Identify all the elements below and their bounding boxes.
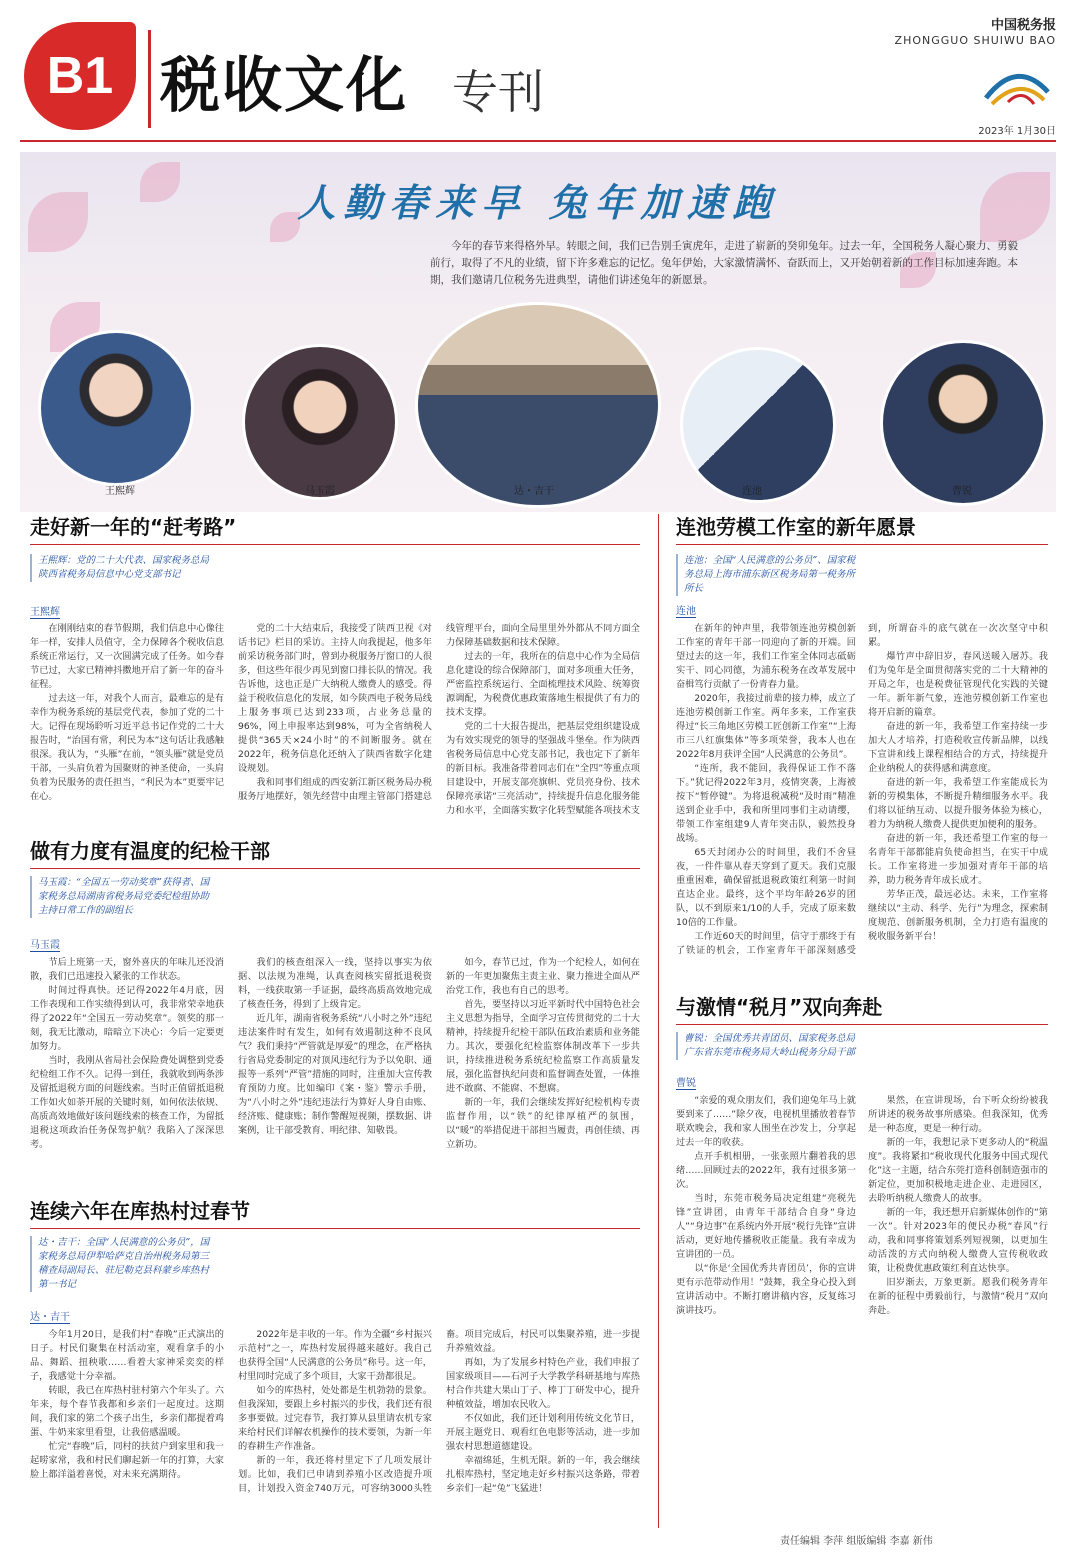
article-title-2: 做有力度有温度的纪检干部 (30, 839, 270, 863)
paragraph: “亲爱的观众朋友们，我们迎兔年马上就要到来了……”除夕夜，电视机里播放着春节联欢晚会，我和家人围坐在沙发上，分享起过去一年的收获。 (676, 1095, 856, 1148)
article-title-4: 连池劳模工作室的新年愿景 (676, 515, 916, 539)
section-subtitle: 专刊 (452, 65, 544, 119)
paragraph: 在新年的钟声里，我带领连池劳模创新工作室的青年干部一同迎向了新的开端。回望过去的这一年，我们工作室全体同志砥砺实干、同心同德，为浦东税务在改革发展中奋楫笃行贡献了一份青春力量。 (676, 623, 856, 690)
paragraph: “连所，我不能回，我得保证工作不落下。”犹记得2022年3月，疫情突袭，上海被按下“暂停键”。为将退税减税“及时雨”精准送到企业手中，我和所里同事们主动请缨，带领工作室组建9人青年突击队，毅然投身战场。 (676, 763, 856, 844)
article-bio-5: 曹锐：全国优秀共青团员、国家税务总局广东省东莞市税务局大岭山税务分局干部 (676, 1032, 856, 1060)
paragraph: 奋进的新一年，我希望工作室能成长为新的劳模集体，不断提升精细服务水平。我们将以征纳互动、以提升服务体验为核心，着力为纳税人缴费人提供更加便利的服务。 (868, 777, 1048, 830)
paragraph: 我和同事们组成的西安新江新区税务局办税服务厅地摆好，领先经营中由理主管部门搭建总线管理平台，面向全局里里外外都从不同方面全力保障基础数据和技术保障。 (238, 623, 640, 802)
paragraph: 果然，在宣讲现场，台下听众纷纷被我所讲述的税务故事所感染。但我深知，优秀是一种态度，更是一种行动。 (868, 1095, 1048, 1134)
masthead-rule (20, 140, 1056, 142)
paragraph: 再如，为了发展乡村特色产业，我们申报了国家级项目——石河子大学教学科研基地与库热村合作共建大果山丁子、棒丁丁研发中心，提升种植效益，增加农民收入。 (446, 1357, 640, 1410)
article-bio-1: 王熙辉：党的二十大代表、国家税务总局陕西省税务局信息中心党支部书记 (30, 554, 218, 582)
paragraph: 2020年，我接过前辈的接力棒，成立了连池劳模创新工作室。两年多来，工作室获得过“长三角地区劳模工匠创新工作室”“上海市三八红旗集体”等多项荣誉，我本人也在2022年8月获评全国“人民满意的公务员”。 (676, 693, 856, 760)
portrait-photo-4 (680, 347, 836, 503)
portrait-photo-1 (38, 330, 194, 486)
paragraph: 工作近60天的时间里，信守于那终于有了铁证的机会，工作室青年干部深刻感受到，所谓奋斗的底气就在一次次坚守中积累。 (676, 623, 1048, 956)
paragraph: 今年1月20日，是我们村“春晚”正式演出的日子。村民们聚集在村活动室，观看拿手的小品、舞蹈、扭秧歌……看着大家神采奕奕的样子，我感觉十分幸福。 (30, 1329, 224, 1382)
section-title: 税收文化 (160, 51, 408, 121)
paragraph: 在刚刚结束的春节假期，我们信息中心像往年一样，安排人员值守，全力保障各个税收信息系统正常运行，又一次圆满完成了任务。如今春节已过，大家已精神抖擞地开启了新一年的奋斗征程。 (30, 623, 224, 690)
article-rule-4 (676, 544, 1048, 545)
newspaper-name: 中国税务报 (990, 18, 1056, 33)
tax-logo-icon (982, 62, 1052, 108)
caption-4: 连池 (742, 486, 762, 497)
feature-banner (20, 152, 1056, 512)
paragraph: 奋进的新一年，我希望工作室持续一步加大人才培养，打造税收宣传新品牌，以线下宣讲和线上课程相结合的方式，持续提升企业纳税人的获得感和满意度。 (868, 721, 1048, 774)
paragraph: 党的二十大报告提出，把基层党组织建设成为有效实现党的领导的坚强战斗堡垒。作为陕西省税务局信息中心党支部书记，我也定下了新年的新目标。我准备带着同志们在“全四”等重点项目建设中，开展支部亮旗帜、党员亮身份、技术保障亮承诺“三亮活动”，持续提升信息化服务能力和水平，全面落实数字化转型赋能各项技术支 (446, 721, 640, 816)
article-body-5 (676, 1094, 1048, 1526)
paragraph: 新的一年，我还将村里定下了几项发展计划。比如，我们已申请到养殖小区改造提升项目，计划投入资金740万元，可容纳3000头牲畜。项目完成后，村民可以集聚养殖，进一步提升养殖效益。 (238, 1329, 640, 1494)
paragraph: 我们的核查组深入一线，坚持以事实为依据、以法规为准绳，认真查阅核实留抵退税资料，一线获取第一手证据，最终高质高效地完成了核查任务，得到了上级肯定。 (238, 957, 432, 1010)
article-rule-3 (30, 1228, 640, 1229)
paragraph: 爆竹声中辞旧岁，春风送暖入屠苏。我们为兔年是全面贯彻落实党的二十大精神的开局之年，也是税费征管现代化实践的关键一年。新年新气象，连池劳模创新工作室也将开启新的篇章。 (868, 651, 1048, 718)
paragraph: 过去的一年，我所在的信息中心作为全局信息化建设的综合保障部门，面对多项重大任务，严密监控系统运行、全面梳理技术风险、统筹资源调配，为税费优惠政策落地生根提供了有力的技术支撑。 (446, 651, 640, 718)
masthead-divider (148, 30, 151, 128)
article-bio-2: 马玉霞：“全国五一劳动奖章”获得者、国家税务总局湖南省税务局党委纪检组协助主持日常工作的副组长 (30, 876, 218, 918)
paragraph: 党的二十大结束后，我接受了陕西卫视《对话书记》栏目的采访。主持人向我提起，他多年前采访税务部门时，曾到办税服务厅窗口的人很多，但这些年很少再见到窗口排长队的情况。我告诉他，这也正是广大纳税人缴费人的感受。得益于税收信息化的发展，如今陕西电子税务局线上服务事项已达到233项，占业务总量的96%，网上申报率达到98%，可为全省纳税人提供“365天×24小时”的不间断服务。就在2022年，税务信息化还纳入了陕西省数字化建设规划。 (238, 623, 432, 774)
paragraph: 如今的库热村，处处都是生机勃勃的景象。但我深知，要跟上乡村振兴的步伐，我们还有很多事要做。过完春节，我打算从县里请农机专家来给村民们详解农机操作的技术要领，为新一年的春耕生产作准备。 (238, 1385, 432, 1452)
article-bio-3: 达・吉干：全国“人民满意的公务员”，国家税务总局伊犁哈萨克自治州税务局第三稽查局副局长、驻尼勒克县科蒙乡库热村第一书记 (30, 1236, 218, 1292)
paragraph: 幸福绵延，生机无限。新的一年，我会继续扎根库热村，坚定地走好乡村振兴这条路，带着乡亲们一起“兔”飞猛进！ (446, 1455, 640, 1494)
page-number-badge: B1 (24, 22, 136, 130)
article-rule-2 (30, 868, 640, 869)
banner-intro: 今年的春节来得格外早。转眼之间，我们已告别壬寅虎年，走进了崭新的癸卯兔年。过去一年，全国税务人凝心聚力、勇毅前行，取得了不凡的业绩，留下许多难忘的记忆。兔年伊始，大家激情满怀、奋跃而上，又开始朝着新的工作目标加速奔跑。本期，我们邀请几位税务先进典型，请他们讲述兔年的新愿景。 (430, 240, 1018, 286)
article-author-5: 曹锐 (676, 1074, 696, 1090)
editor-credits: 责任编辑 李萍 组版编辑 李嘉 新伟 (780, 1536, 933, 1547)
newspaper-name-en: ZHONGGUO SHUIWU BAO (894, 34, 1056, 47)
caption-5: 曹锐 (952, 486, 972, 497)
paragraph: 过去这一年，对我个人而言，最难忘的是有幸作为税务系统的基层党代表，参加了党的二十大。记得在现场聆听习近平总书记作党的二十大报告时，“治国有常，利民为本”这句话让我感触很深。我认为，“头雁”在前，“领头雁”就是党员干部，一头肩负着为国聚财的神圣使命，一头肩负着为民服务的责任担当，“利民为本”更要牢记在心。 (30, 693, 224, 802)
paragraph: 忙完“春晚”后，同村的扶贫户到家里和我一起唠家常，我和村民们聊起新一年的打算，大家脸上都洋溢着喜悦，对未来充满期待。 (30, 1441, 224, 1480)
paragraph: 芳华正茂，最远必达。未来，工作室将继续以“主动、科学、先行”为理念，探索制度规范、创新服务机制，全力打造有温度的税收服务新平台！ (868, 889, 1048, 942)
caption-3: 达・吉干 (514, 486, 554, 497)
paragraph: 新的一年，我想记录下更多动人的“税温度”。我将紧扣“税收现代化服务中国式现代化”这一主题，结合东莞打造科创制造强市的新定位，更加积极地走进企业、走进园区，去聆听纳税人缴费人的故事。 (868, 1137, 1048, 1204)
caption-2: 马玉霞 (305, 486, 335, 497)
article-rule-1 (30, 544, 640, 545)
paragraph: 以“你是‘全国优秀共青团员’，你的宣讲更有示范带动作用！”鼓舞，我全身心投入到宣讲活动中。不断打磨讲稿内容，反复练习演讲技巧。 (676, 1263, 856, 1316)
article-author-3: 达・吉干 (30, 1308, 70, 1324)
paragraph: 2022年是丰收的一年。作为全疆“乡村振兴示范村”之一，库热村发展得越来越好。我自己也获得全国“人民满意的公务员”称号。这一年，村里同时完成了多个项目，大家干劲都很足。 (238, 1329, 432, 1382)
article-body-4 (676, 622, 1048, 990)
paragraph: 近几年，湖南省税务系统“八小时之外”违纪违法案件时有发生，如何有效遏制这种不良风气？我们秉持“严管就是厚爱”的理念，在严格执行省局党委制定的对顶风违纪行为予以免职、通报等一系列“严管”措施的同时，注重加大宣传教育预防力度。比如编印《案・鉴》警示手册，为“八小时之外”违纪违法行为算好人身自由账、经济账、健康账；制作警醒短视频，摆数据、讲案例，让干部受教育、明纪律、知敬畏。 (238, 1013, 432, 1136)
paragraph: 点开手机相册，一张张照片翻着我的思绪……回顾过去的2022年，我有过很多第一次。 (676, 1151, 856, 1190)
paragraph: 奋进的新一年，我还希望工作室的每一名青年干部都能肩负使命担当，在实干中成长。工作室将进一步加强对青年干部的培养，助力税务青年成长成才。 (868, 833, 1048, 886)
paragraph: 如今，春节已过，作为一个纪检人，如何在新的一年更加聚焦主责主业、聚力推进全面从严治党工作，我也有自己的思考。 (446, 957, 640, 996)
paragraph: 旧岁渐去，万象更新。愿我们税务青年在新的征程中勇毅前行，与激情“税月”双向奔赴。 (868, 1277, 1048, 1316)
paragraph: 65天封闭办公的时间里，我们不舍昼夜，一件件靠从春天穿到了夏天。我们克服重重困难，确保留抵退税政策红利第一时间直达企业。最终，这个平均年龄26岁的团队，以不到原来1/10的人手，完成了原来数10倍的工作量。 (676, 847, 856, 928)
article-body-1 (30, 622, 640, 830)
banner-title: 人勤春来早 兔年加速跑 (297, 180, 779, 225)
paragraph: 当时，我刚从省局社会保险费处调整到党委纪检组工作不久。记得一到任，我就收到两条涉及留抵退税方面的问题线索。当时正值留抵退税工作如火如荼开展的关键时刻，如何依法依规、高质高效地做好该问题线索的核查工作，为留抵退税这项政治任务保驾护航？我陷入了深深思考。 (30, 1055, 224, 1150)
issue-date: 2023年 1月30日 (978, 126, 1056, 137)
paragraph: 不仅如此，我们还计划利用传统文化节日，开展主题党日、观看红色电影等活动，进一步加强农村思想道德建设。 (446, 1413, 640, 1452)
article-rule-5 (676, 1024, 1048, 1025)
portrait-photo-3 (415, 302, 661, 508)
article-author-1: 王熙辉 (30, 603, 60, 619)
article-body-2 (30, 956, 640, 1172)
paragraph: 转眼，我已在库热村驻村第六个年头了。六年来，每个春节我都和乡亲们一起度过。这期间，我们家的第二个孩子出生，乡亲们都提着鸡蛋、牛奶来家里看望，让我倍感温暖。 (30, 1385, 224, 1438)
article-title-5: 与激情“税月”双向奔赴 (676, 995, 883, 1019)
portrait-photo-2 (242, 344, 398, 500)
paragraph: 新的一年，我还想开启新媒体创作的“第一次”。针对2023年的便民办税“春风”行动，我和同事将策划系列短视频，以更加生动活泼的方式向纳税人缴费人宣传税收政策，让税费优惠政策红利直达快享。 (868, 1207, 1048, 1274)
paragraph: 新的一年，我们会继续发挥好纪检机构专责监督作用，以“铁”的纪律厚植严的氛围，以“暖”的举措促进干部担当履责，再创佳绩、再立新功。 (446, 1097, 640, 1150)
article-author-2: 马玉霞 (30, 936, 60, 952)
paragraph: 首先，要坚持以习近平新时代中国特色社会主义思想为指导，全面学习宣传贯彻党的二十大精神，持续提升纪检干部队伍政治素质和业务能力。其次，要强化纪检监察体制改革下一步共识，持续推进税务系统纪检监察工作高质量发展，强化监督执纪问责和监督调查处置，一体推进不敢腐、不能腐、不想腐。 (446, 999, 640, 1094)
article-author-4: 连池 (676, 602, 696, 618)
paragraph: 节后上班第一天，窗外喜庆的年味儿还没消散，我们已迅速投入紧张的工作状态。 (30, 957, 224, 982)
article-title-1: 走好新一年的“赶考路” (30, 515, 237, 539)
paragraph: 当时，东莞市税务局决定组建“亮税先锋”宣讲团，由青年干部结合自身“身边人”“身边事”在系统内外开展“税行先锋”宣讲活动，更好地传播税收正能量。我有幸成为宣讲团的一员。 (676, 1193, 856, 1260)
caption-1: 王熙辉 (105, 486, 135, 497)
article-body-3 (30, 1328, 640, 1528)
article-bio-4: 连池：全国“人民满意的公务员”、国家税务总局上海市浦东新区税务局第一税务所所长 (676, 554, 856, 596)
article-title-3: 连续六年在库热村过春节 (30, 1199, 250, 1223)
paragraph: 时间过得真快。还记得2022年4月底，因工作表现和工作实绩得到认可，我非常荣幸地获得了2022年“全国五一劳动奖章”。领奖的那一刻，我无比激动，暗暗立下决心：今后一定要更加努力。 (30, 985, 224, 1052)
column-separator (658, 514, 659, 1528)
